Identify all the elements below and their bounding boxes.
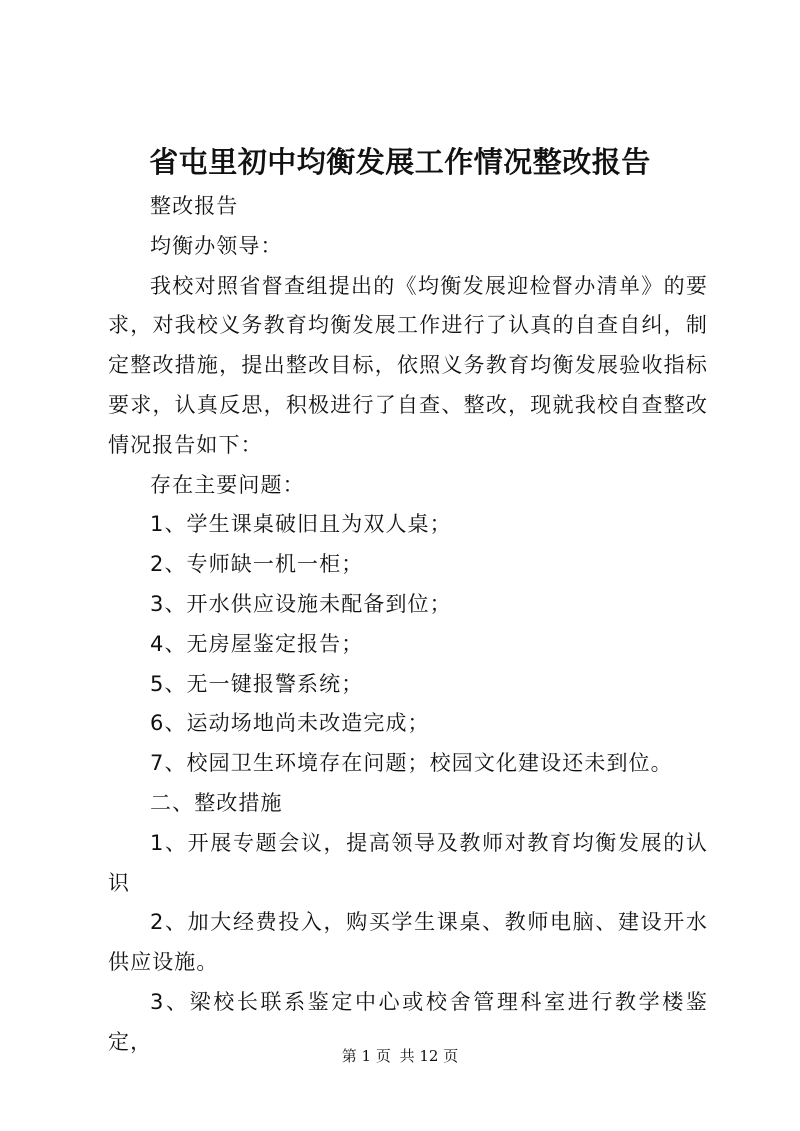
- paragraph: 整改报告: [150, 194, 239, 218]
- document-title: 省屯里初中均衡发展工作情况整改报告: [149, 145, 651, 179]
- paragraph: 1、学生课桌破旧且为双人桌；: [150, 512, 452, 537]
- paragraph: 7、校园卫生环境存在问题；校园文化建设还未到位。: [150, 751, 673, 776]
- paragraph: 存在主要问题：: [150, 472, 305, 497]
- paragraph: 6、运动场地尚未改造完成；: [150, 711, 430, 736]
- paragraph: 4、无房屋鉴定报告；: [150, 631, 364, 656]
- paragraph: 1、开展专题会议，提高领导及教师对教育均衡发展的认识: [108, 830, 708, 895]
- paragraph: 5、无一键报警系统；: [150, 671, 364, 696]
- paragraph: 2、加大经费投入，购买学生课桌、教师电脑、建设开水供应设施。: [108, 910, 708, 975]
- page-total: 共 12 页: [399, 1047, 459, 1065]
- paragraph: 我校对照省督查组提出的《均衡发展迎检督办清单》的要求，对我校义务教育均衡发展工作进行了认真的自查自纠，制定整改措施，提出整改目标，依照义务教育均衡发展验收指标要求，认真反思，积极进行了自查、整改，现就我校自查整改情况报告如下：: [108, 273, 708, 457]
- paragraph: 均衡办领导：: [150, 233, 283, 258]
- paragraph: 3、梁校长联系鉴定中心或校舍管理科室进行教学楼鉴定，: [108, 989, 708, 1054]
- page-footer: [0, 1046, 800, 1066]
- page-number: 第 1 页: [341, 1047, 391, 1065]
- document-body: [108, 187, 708, 1063]
- paragraph: 二、整改措施: [150, 790, 283, 815]
- paragraph: 3、开水供应设施未配备到位；: [150, 591, 452, 616]
- paragraph: 2、专师缺一机一柜；: [150, 552, 364, 577]
